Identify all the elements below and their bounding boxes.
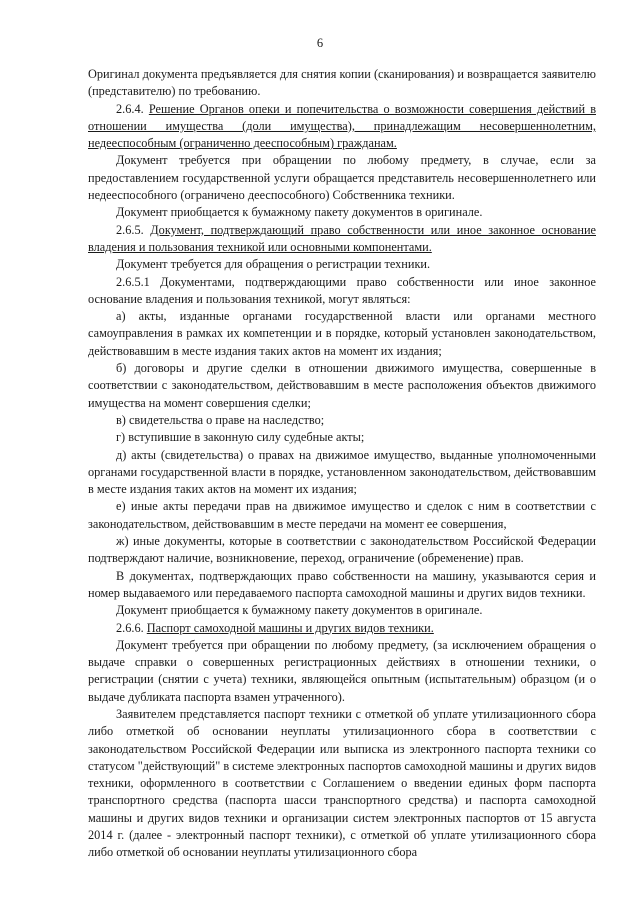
section-heading-2-6-5: 2.6.5. Документ, подтверждающий право собственности или иное законное основание владения и пользования техникой или основными компонентами. <box>88 222 596 254</box>
paragraph-attach-original-1: Документ приобщается к бумажному пакету документов в оригинале. <box>116 205 483 220</box>
list-item-g: г) вступившие в законную силу судебные акты; <box>116 430 365 445</box>
section-heading-2-6-6: 2.6.6. Паспорт самоходной машины и других видов техники. <box>116 620 434 635</box>
paragraph-registration-requirement: Документ требуется для обращения о регистрации техники. <box>116 257 431 272</box>
list-item-e: е) иные акты передачи прав на движимое имущество и сделок с ним в соответствии с законодательством, действовавшим в месте передачи на момент ее совершения, <box>88 499 596 531</box>
paragraph-applicant-passport: Заявителем представляется паспорт техники с отметкой об уплате утилизационного сбора либо отметкой об основании неуплаты утилизационного сбора в соответствии с законодательством Российской Федерации или выписка из электронного паспорта техники со статусом "действующий" в системе электронных паспортов самоходной машины и других видов техники, оформленного в соответствии с Соглашением о введении единых форм паспорта транспортного средства (паспорта шасси транспортного средства) и паспорта самоходной машины и других видов техники и организации систем электронных паспортов от 15 августа 2014 г. (далее - электронный паспорт техники), с отметкой об уплате утилизационного сбора либо отметкой об основании неуплаты утилизационного сбора <box>88 706 596 860</box>
list-item-zh: ж) иные документы, которые в соответствии с законодательством Российской Федерации подтверждают наличие, возникновение, переход, ограничение (обременение) прав. <box>88 534 596 566</box>
list-item-v: в) свидетельства о праве на наследство; <box>116 412 325 427</box>
list-item-a: а) акты, изданные органами государственной власти или органами местного самоуправления в рамках их компетенции и в порядке, который установлен законодательством, действовавшим в месте издания таких актов на момент их издания; <box>88 309 596 358</box>
document-body <box>88 66 596 862</box>
paragraph-original-copy: Оригинал документа предъявляется для снятия копии (сканирования) и возвращается заявителю (представителю) по требованию. <box>88 67 596 99</box>
paragraph-attach-original-2: Документ приобщается к бумажному пакету документов в оригинале. <box>116 603 483 618</box>
list-item-d: д) акты (свидетельства) о правах на движимое имущество, выданные уполномоченными органами государственной власти в порядке, установленном законодательством, действовавшим в месте издания таких актов на момент их издания; <box>88 447 596 497</box>
paragraph-passport-requirement: Документ требуется при обращении по любому предмету, (за исключением обращения о выдаче справки о совершенных регистрационных действиях в отношении техники, о регистрации (снятии с учета) техники, являющейся опытным (испытательным) образцом (и о выдаче дубликата паспорта взамен утраченного). <box>88 637 596 704</box>
paragraph-passport-series: В документах, подтверждающих право собственности на машину, указываются серия и номер выдаваемого или передаваемого паспорта самоходной машины и других видов техники. <box>88 568 596 600</box>
paragraph-2-6-5-1: 2.6.5.1 Документами, подтверждающими право собственности или иное законное основание владения и пользования техникой, могут являться: <box>88 274 596 306</box>
paragraph-guardianship-requirement: Документ требуется при обращении по любому предмету, в случае, если за предоставлением государственной услуги обращается представитель несовершеннолетнего или недееспособного (ограничено дееспособного) Собственника техники. <box>88 153 596 203</box>
page-number: 6 <box>316 36 324 50</box>
list-item-b: б) договоры и другие сделки в отношении движимого имущества, совершенные в соответствии с законодательством, действовавшим в месте расположения объектов движимого имущества на момент совершения сделки; <box>88 361 596 410</box>
section-heading-2-6-4: 2.6.4. Решение Органов опеки и попечительства о возможности совершения действий в отношении имущества (доли имущества), принадлежащим несовершеннолетним, недееспособным (ограниченно дееспособным) гражданам. <box>88 101 596 151</box>
